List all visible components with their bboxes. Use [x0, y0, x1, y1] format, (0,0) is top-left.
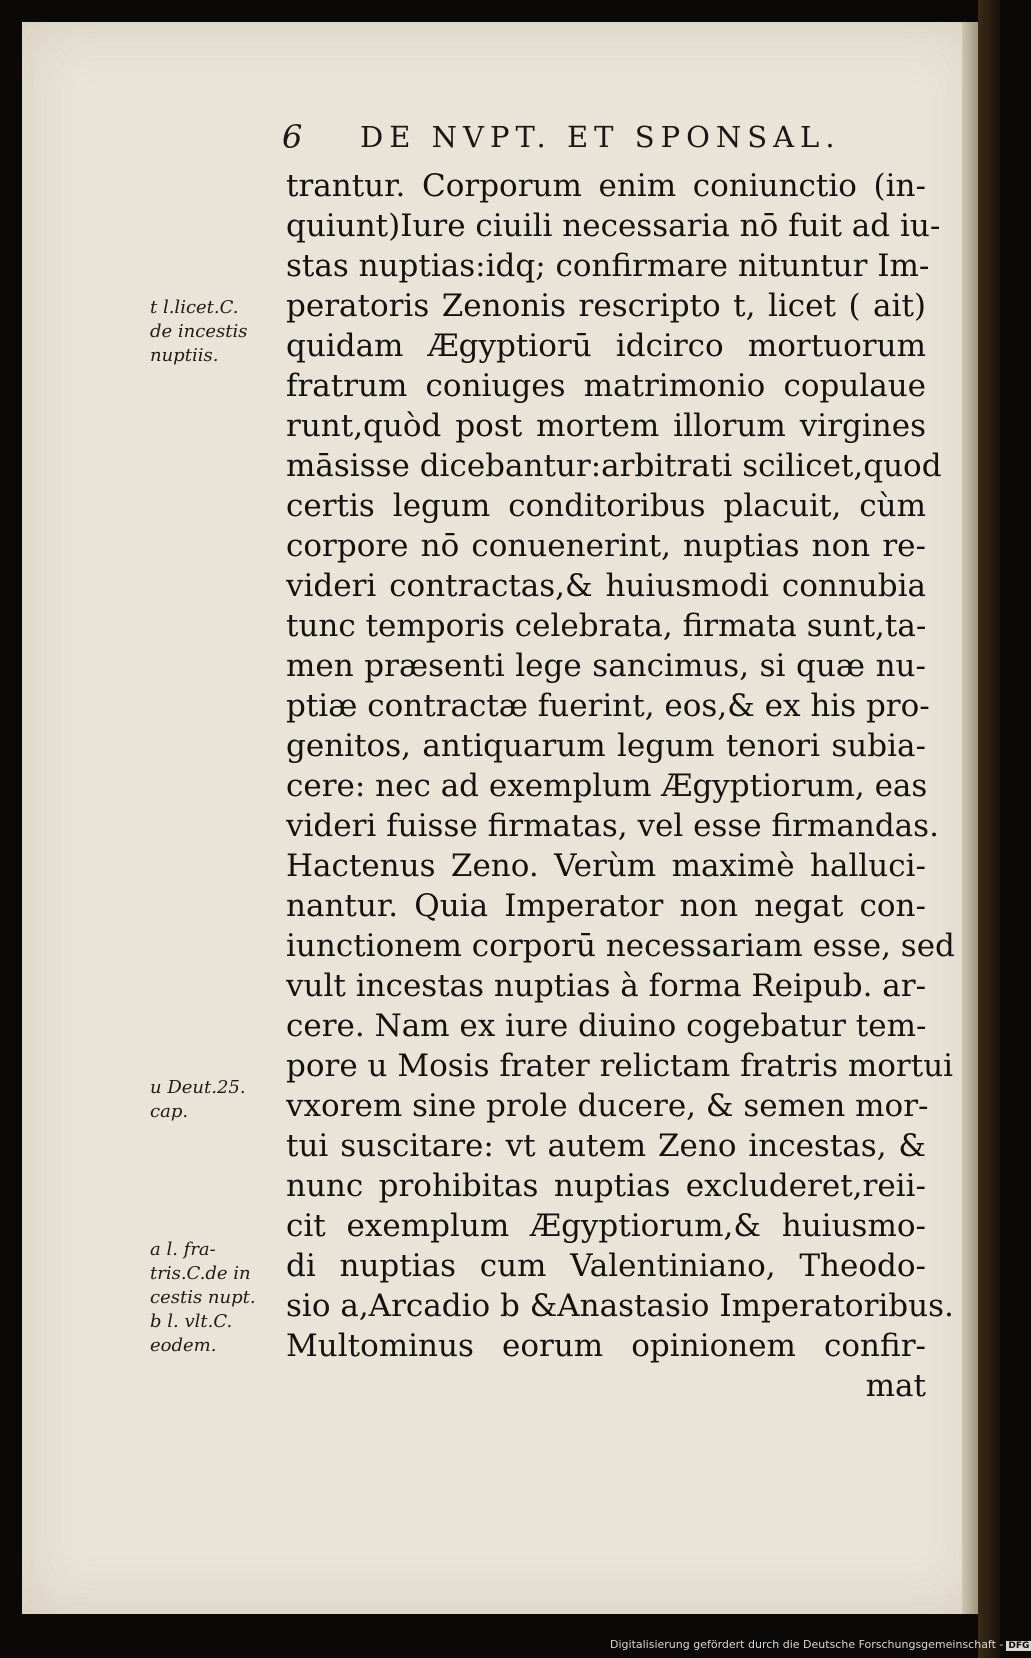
- marginal-note-u: [150, 1076, 280, 1124]
- note-line: b l. vlt.C.: [150, 1311, 233, 1332]
- text-line: nantur. Quia Imperator non negat con-: [286, 888, 926, 924]
- catchword: mat: [865, 1368, 926, 1404]
- text-line: iunctionem corporū necessariam esse, sed: [286, 928, 955, 964]
- dfg-logo: DFG: [1008, 1641, 1030, 1651]
- note-line: u Deut.25.: [150, 1077, 246, 1098]
- text-line: peratoris Zenonis rescripto t, licet ( ait): [286, 288, 926, 324]
- note-line: cap.: [150, 1101, 189, 1122]
- text-line: Multominus eorum opinionem confir-: [286, 1328, 926, 1364]
- page-number: 6: [282, 118, 303, 156]
- page-header-text: [282, 118, 962, 158]
- text-line: men præsenti lege sancimus, si quæ nu-: [286, 648, 926, 684]
- running-title: DE NVPT. ET SPONSAL.: [360, 120, 841, 154]
- text-line: trantur. Corporum enim coniunctio (in-: [286, 168, 926, 204]
- note-line: a l. fra-: [150, 1239, 216, 1260]
- marginal-note-t: [150, 296, 280, 368]
- text-line: videri fuisse firmatas, vel esse firmandas.: [286, 808, 939, 844]
- text-line: vult incestas nuptias à forma Reipub. ar-: [286, 968, 927, 1004]
- text-line: corpore nō conuenerint, nuptias non re-: [286, 528, 926, 564]
- text-line: nunc prohibitas nuptias excluderet,reii-: [286, 1168, 926, 1204]
- digitization-credit: [610, 1638, 1031, 1651]
- text-line: cit exemplum Ægyptiorum,& huiusmo-: [286, 1208, 926, 1244]
- text-line: runt,quòd post mortem illorum virgines: [286, 408, 926, 444]
- text-line: māsisse dicebantur:arbitrati scilicet,quod: [286, 448, 942, 484]
- credit-text: Digitalisierung gefördert durch die Deutsche Forschungsgemeinschaft -: [610, 1638, 1004, 1651]
- text-line: pore u Mosis frater relictam fratris mortui: [286, 1048, 954, 1084]
- note-line: t l.licet.C.: [150, 297, 239, 318]
- text-line: quidam Ægyptiorū idcirco mortuorum: [286, 328, 926, 364]
- book-binding: [978, 0, 1000, 1658]
- text-line: tunc temporis celebrata, firmata sunt,ta-: [286, 608, 927, 644]
- text-line: stas nuptias:idq; confirmare nituntur Im-: [286, 248, 930, 284]
- text-line: cere. Nam ex iure diuino cogebatur tem-: [286, 1008, 927, 1044]
- text-line: Hactenus Zeno. Verùm maximè halluci-: [286, 848, 926, 884]
- text-line: tui suscitare: vt autem Zeno incestas, &: [286, 1128, 926, 1164]
- text-line: quiunt)Iure ciuili necessaria nō fuit ad iu-: [286, 208, 941, 244]
- text-line: cere: nec ad exemplum Ægyptiorum, eas: [286, 768, 928, 804]
- text-line: sio a,Arcadio b &Anastasio Imperatoribus.: [286, 1288, 954, 1324]
- text-line: genitos, antiquarum legum tenori subia-: [286, 728, 926, 764]
- note-line: nuptiis.: [150, 345, 219, 366]
- text-line: ptiæ contractæ fuerint, eos,& ex his pro-: [286, 688, 930, 724]
- note-line: tris.C.de in: [150, 1263, 251, 1284]
- text-line: di nuptias cum Valentiniano, Theodo-: [286, 1248, 926, 1284]
- body-text: [286, 166, 955, 1406]
- note-line: de incestis: [150, 321, 248, 342]
- text-line: certis legum conditoribus placuit, cùm: [286, 488, 926, 524]
- note-line: cestis nupt.: [150, 1287, 256, 1308]
- text-line: vxorem sine prole ducere, & semen mor-: [286, 1088, 929, 1124]
- note-line: eodem.: [150, 1335, 217, 1356]
- marginal-note-ab: [150, 1238, 280, 1358]
- text-line: fratrum coniuges matrimonio copulaue: [286, 368, 926, 404]
- text-line: videri contractas,& huiusmodi connubia: [286, 568, 926, 604]
